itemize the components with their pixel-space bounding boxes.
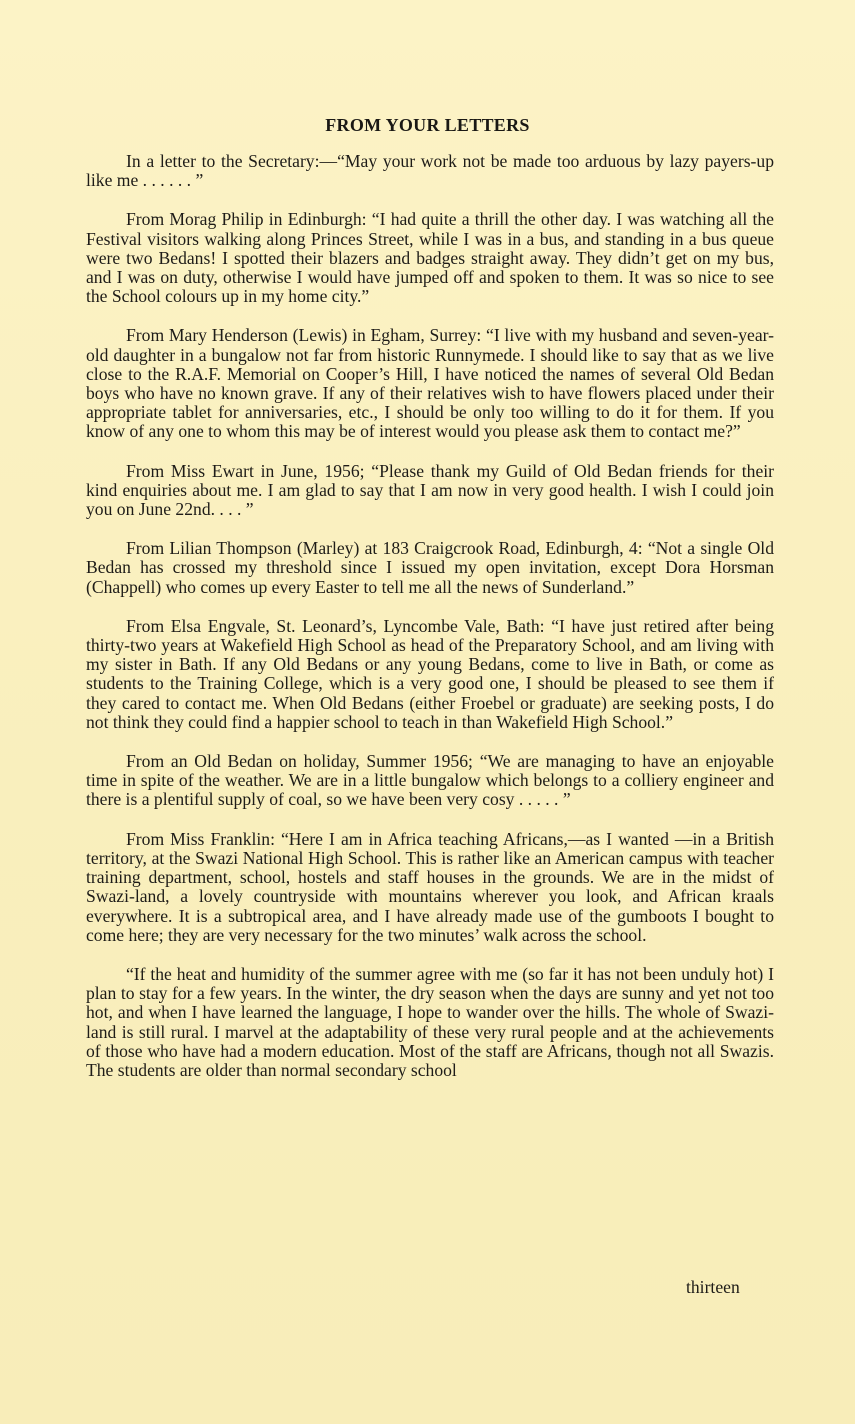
letter-morag-philip: From Morag Philip in Edinburgh: “I had quite a thrill the other day. I was watching all the Festival visitors walking along Princes Street, while I was in a bus, and standing in a bus queue were two Bedans! I spotted their blazers and badges straight away. They didn’t get on my bus, and I was on duty, otherwise I would have jumped off and spoken to them. It was so nice to see the School colours up in my home city.” — [86, 209, 774, 307]
letter-mary-henderson: From Mary Henderson (Lewis) in Egham, Surrey: “I live with my husband and seven-year-old daughter in a bungalow not far from historic Runnymede. I should like to say that as we live close to the R.A.F. Memorial on Cooper’s Hill, I have noticed the names of several Old Bedan boys who have no known grave. If any of their relatives wish to have flowers placed under their appropriate tablet for anniversaries, etc., I should be only too willing to do it for them. If you know of any one to whom this may be of interest would you please ask them to contact me?” — [86, 325, 774, 442]
page-number: thirteen — [686, 1277, 740, 1297]
page-heading: FROM YOUR LETTERS — [325, 115, 530, 135]
letter-lilian-thompson: From Lilian Thompson (Marley) at 183 Craigcrook Road, Edinburgh, 4: “Not a single Old Bedan has crossed my threshold since I issued my open invitation, except Dora Horsman (Chappell) who comes up every Easter to tell me all the news of Sunderland.” — [86, 538, 774, 597]
letters-body — [86, 152, 774, 1100]
letter-elsa-engvale: From Elsa Engvale, St. Leonard’s, Lyncombe Vale, Bath: “I have just retired after being thirty-two years at Wakefield High School as head of the Preparatory School, and am living with my sister in Bath. If any Old Bedans or any young Bedans, come to live in Bath, or come as students to the Training College, which is a very good one, I should be pleased to see them if they cared to contact me. When Old Bedans (either Froebel or graduate) are seeking posts, I do not think they could find a happier school to teach in than Wakefield High School.” — [86, 615, 774, 732]
letter-miss-ewart: From Miss Ewart in June, 1956; “Please thank my Guild of Old Bedan friends for their kind enquiries about me. I am glad to say that I am now in very good health. I wish I could join you on June 22nd. . . . ” — [86, 460, 774, 520]
letter-old-bedan-holiday: From an Old Bedan on holiday, Summer 1956; “We are managing to have an enjoyable time in spite of the weather. We are in a little bungalow which belongs to a colliery engineer and there is a plentiful supply of coal, so we have been very cosy . . . . . ” — [86, 751, 774, 810]
letter-miss-franklin: From Miss Franklin: “Here I am in Africa teaching Africans,—as I wanted —in a British territory, at the Swazi National High School. This is rather like an American campus with teacher training department, school, hostels and staff houses in the grounds. We are in the midst of Swazi-land, a lovely countryside with mountains wherever you look, and African kraals everywhere. It is a subtropical area, and I have already made use of the gumboots I bought to come here; they are very necessary for the two minutes’ walk across the school. — [86, 828, 774, 945]
letter-miss-franklin-continued: “If the heat and humidity of the summer agree with me (so far it has not been unduly hot) I plan to stay for a few years. In the winter, the dry season when the days are sunny and yet not too hot, and when I have learned the language, I hope to wander over the hills. The whole of Swazi-land is still rural. I marvel at the adaptability of these very rural people and at the achievements of those who have had a modern education. Most of the staff are Africans, though not all Swazis. The students are older than normal secondary school — [86, 963, 774, 1080]
letter-secretary: In a letter to the Secretary:—“May your work not be made too arduous by lazy payers-up like me . . . . . . ” — [86, 151, 774, 191]
